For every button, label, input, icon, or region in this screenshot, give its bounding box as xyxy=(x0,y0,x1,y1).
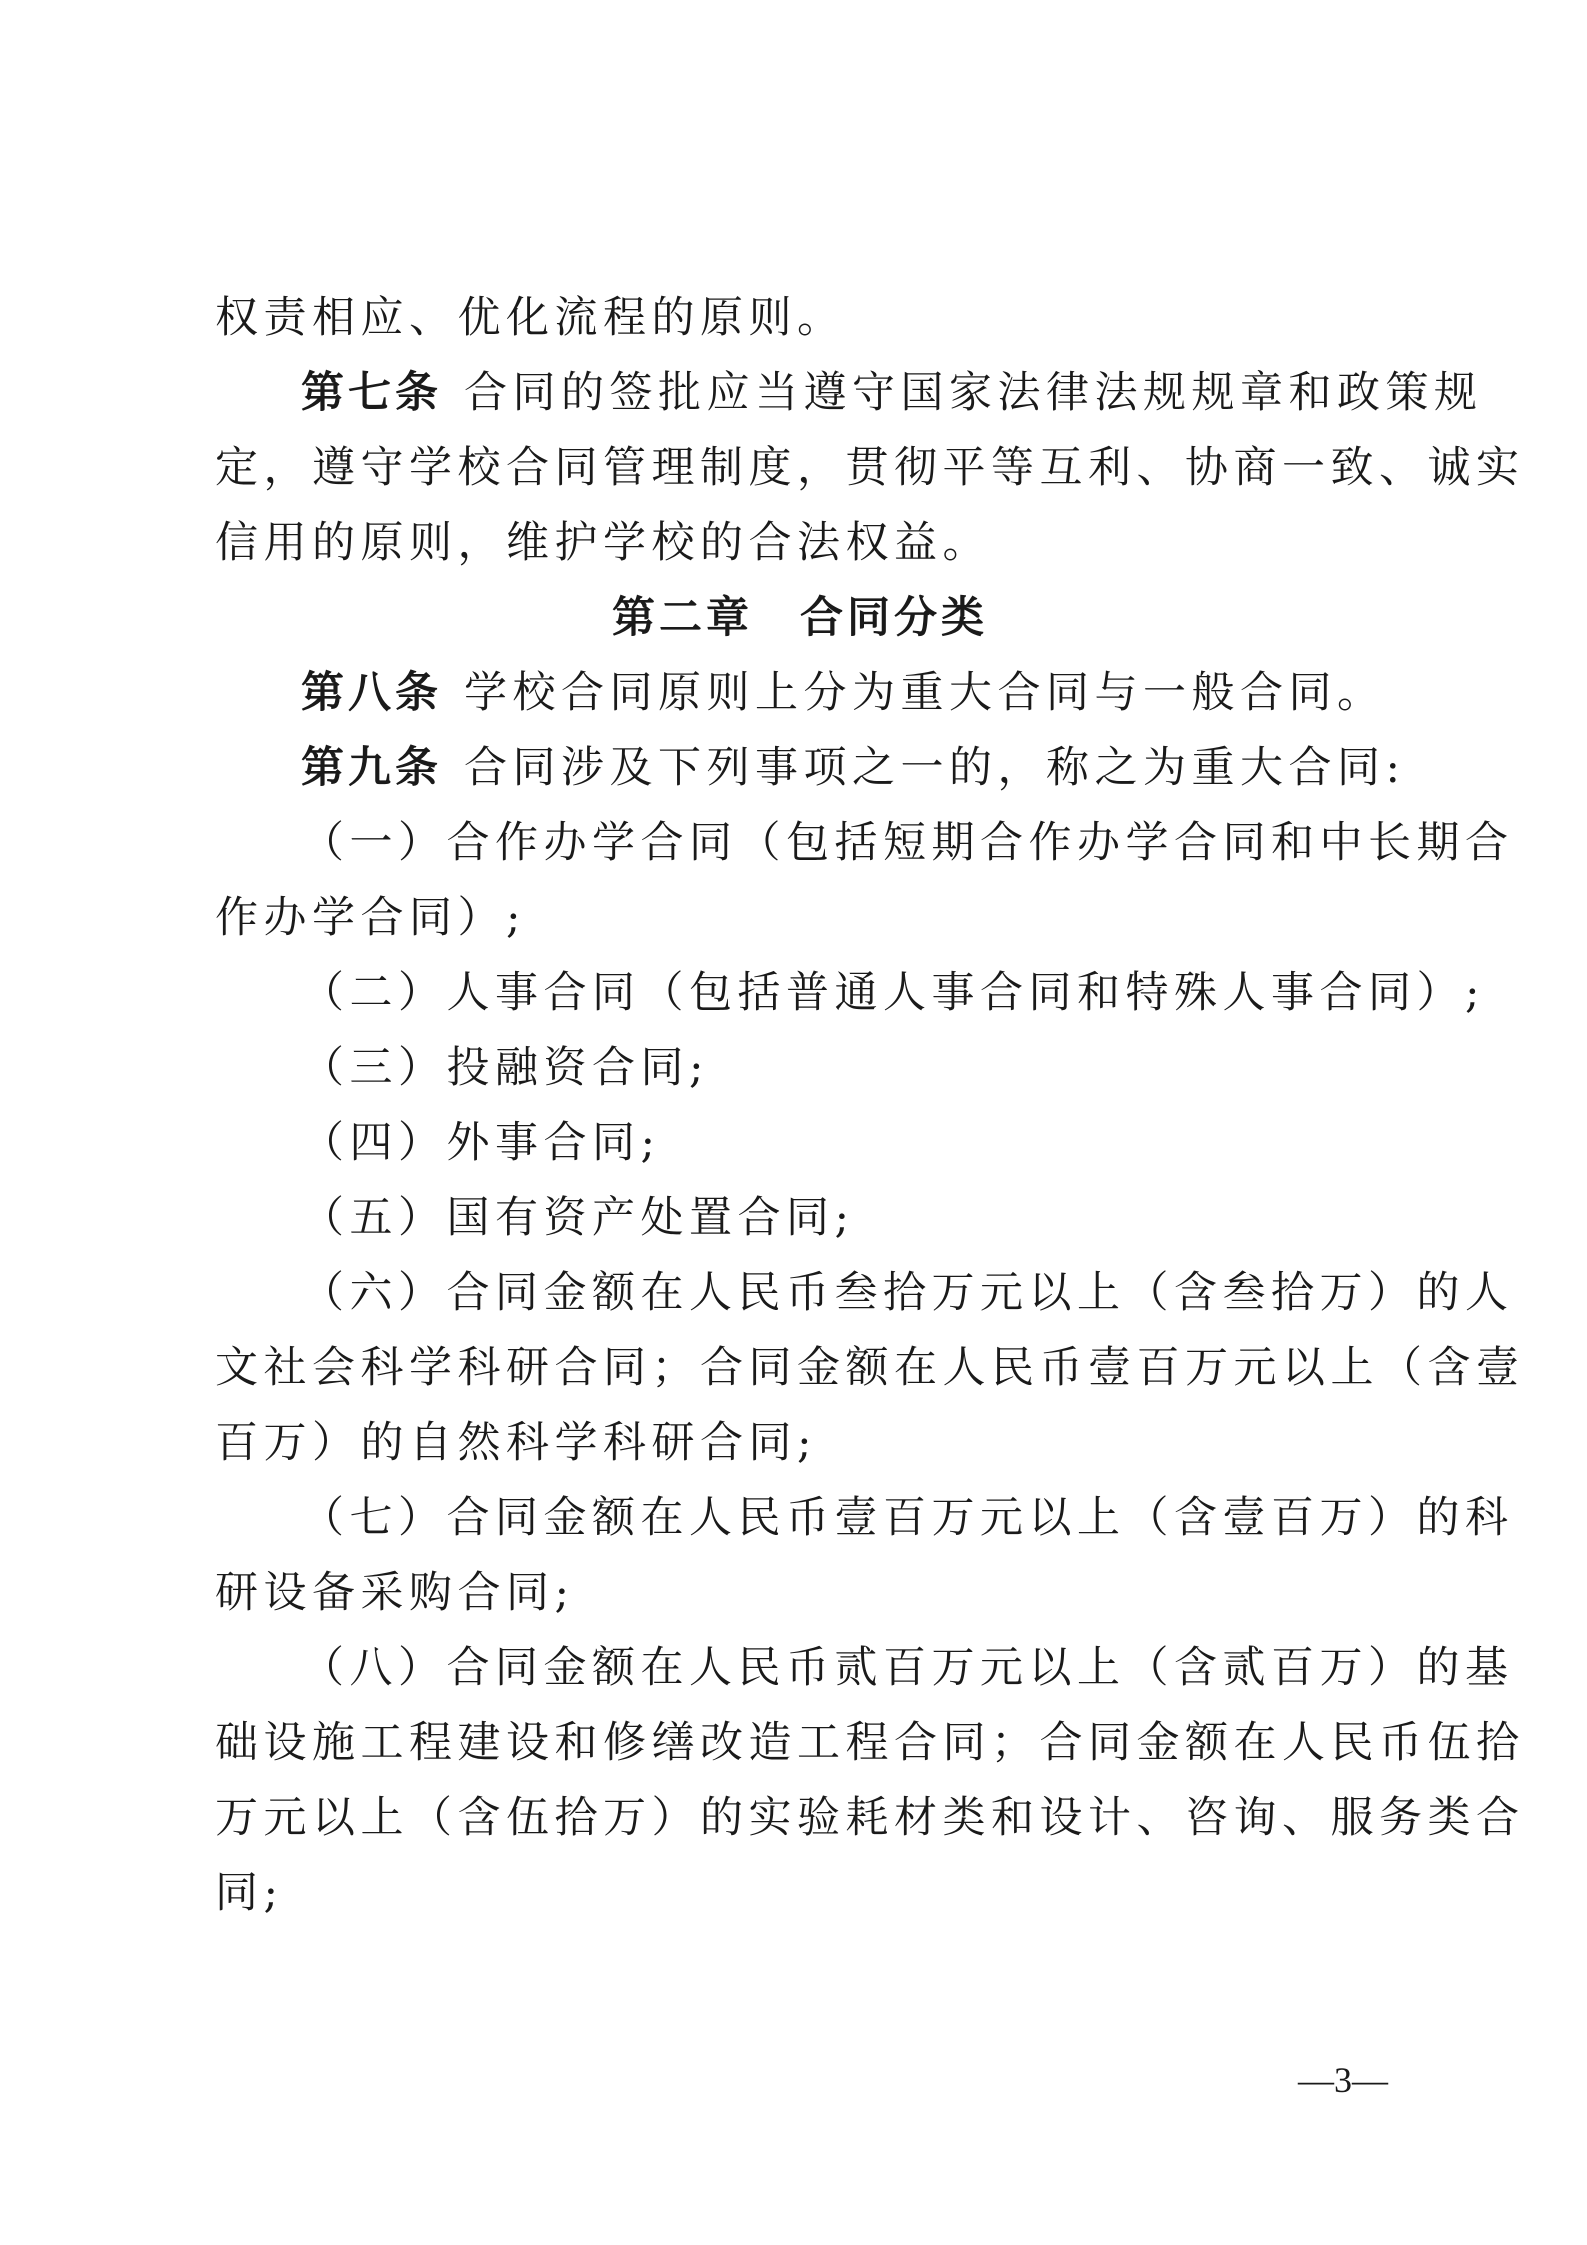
text-line: 同; xyxy=(215,1868,284,1918)
article-8-heading: 第八条 xyxy=(301,668,442,718)
article-8-paragraph xyxy=(301,665,1386,721)
text-line: 文社会科学科研合同；合同金额在人民币壹百万元以上（含壹 xyxy=(215,1343,1525,1393)
text-line: 万元以上（含伍拾万）的实验耗材类和设计、咨询、服务类合 xyxy=(215,1793,1525,1843)
text-line: 作办学合同）; xyxy=(215,893,526,943)
list-item-line: （五）国有资产处置合同; xyxy=(301,1193,855,1243)
page-number: —3— xyxy=(1298,2060,1388,2100)
article-7-heading: 第七条 xyxy=(301,368,442,418)
list-item-line: （八）合同金额在人民币贰百万元以上（含贰百万）的基 xyxy=(301,1643,1514,1693)
list-item-line: （六）合同金额在人民币叁拾万元以上（含叁拾万）的人 xyxy=(301,1268,1514,1318)
text-line: 信用的原则，维护学校的合法权益。 xyxy=(215,518,991,568)
text-line: 础设施工程建设和修缮改造工程合同；合同金额在人民币伍拾 xyxy=(215,1718,1525,1768)
text-line: 合同的签批应当遵守国家法律法规规章和政策规 xyxy=(464,368,1483,418)
article-9-heading: 第九条 xyxy=(301,743,442,793)
list-item-line: （二）人事合同（包括普通人事合同和特殊人事合同）; xyxy=(301,968,1485,1018)
text-line: 学校合同原则上分为重大合同与一般合同。 xyxy=(464,668,1386,718)
text-line: 权责相应、优化流程的原则。 xyxy=(215,293,846,343)
list-item-line: （一）合作办学合同（包括短期合作办学合同和中长期合 xyxy=(301,818,1514,868)
text-line: 合同涉及下列事项之一的，称之为重大合同: xyxy=(464,743,1406,793)
article-7-paragraph xyxy=(301,365,1483,421)
text-line: 研设备采购合同; xyxy=(215,1568,575,1618)
chapter-heading: 第二章 合同分类 xyxy=(612,593,988,643)
list-item-line: （三）投融资合同; xyxy=(301,1043,709,1093)
list-item-line: （四）外事合同; xyxy=(301,1118,661,1168)
list-item-line: （七）合同金额在人民币壹百万元以上（含壹百万）的科 xyxy=(301,1493,1514,1543)
text-line: 定，遵守学校合同管理制度，贯彻平等互利、协商一致、诚实 xyxy=(215,443,1525,493)
text-line: 百万）的自然科学科研合同; xyxy=(215,1418,817,1468)
article-9-paragraph xyxy=(301,740,1406,796)
